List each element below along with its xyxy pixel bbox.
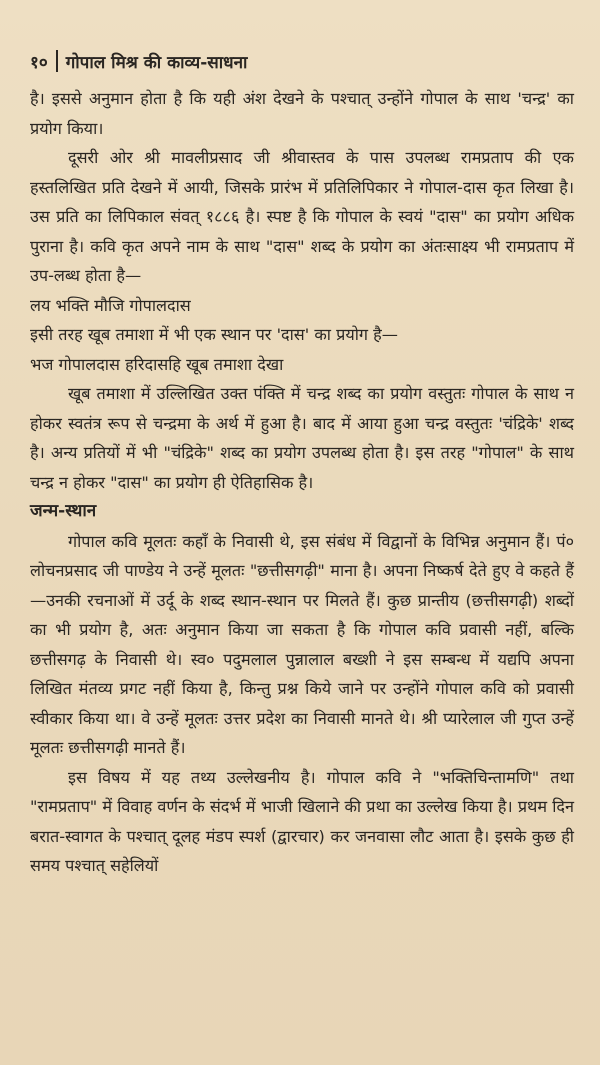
header-divider — [56, 50, 58, 72]
running-title: गोपाल मिश्र की काव्य-साधना — [65, 52, 248, 73]
paragraph-6: इस विषय में यह तथ्य उल्लेखनीय है। गोपाल कवि ने "भक्तिचिन्तामणि" तथा "रामप्रताप" में विवाह वर्णन के संदर्भ में भाजी खिलाने की प्रथा का उल्लेख किया है। प्रथम दिन बरात-स्वागत के पश्चात् दूलह मंडप स्पर्श (द्वारचार) कर जनवासा लौट आता है। इसके कुछ ही समय पश्चात् सहेलियों — [30, 767, 574, 875]
verse-quote-1: लय भक्ति मौजि गोपालदास — [30, 295, 191, 315]
running-header — [30, 44, 574, 78]
paragraph-3: इसी तरह खूब तमाशा में भी एक स्थान पर 'दास' का प्रयोग है— — [30, 325, 398, 344]
paragraph-2: दूसरी ओर श्री मावलीप्रसाद जी श्रीवास्तव के पास उपलब्ध रामप्रताप की एक हस्तलिखित प्रति देखने में आयी, जिसके प्रारंभ में प्रतिलिपिकार ने गोपाल-दास कृत लिखा है। उस प्रति का लिपिकाल संवत् १८८६ है। स्पष्ट है कि गोपाल के स्वयं "दास" का प्रयोग अधिक पुराना है। कवि कृत अपने नाम के साथ "दास" शब्द के प्रयोग का अंतःसाक्ष्य भी रामप्रताप में उप-लब्ध होता है— — [30, 148, 574, 285]
verse-quote-2: भज गोपालदास हरिदासहि खूब तमाशा देखा — [30, 354, 284, 374]
page-number: १० — [30, 52, 48, 73]
page-body — [30, 84, 574, 881]
section-heading: जन्म-स्थान — [30, 501, 97, 521]
paragraph-1: है। इससे अनुमान होता है कि यही अंश देखने के पश्चात् उन्होंने गोपाल के साथ 'चन्द्र' का प्रयोग किया। — [30, 89, 574, 138]
paragraph-5: गोपाल कवि मूलतः कहाँ के निवासी थे, इस संबंध में विद्वानों के विभिन्न अनुमान हैं। पं० लोचनप्रसाद जी पाण्डेय ने उन्हें मूलतः "छत्तीसगढ़ी" माना है। अपना निष्कर्ष देते हुए वे कहते हैं—उनकी रचनाओं में उर्दू के शब्द स्थान-स्थान पर मिलते हैं। कुछ प्रान्तीय (छत्तीसगढ़ी) शब्दों का भी प्रयोग है, अतः अनुमान किया जा सकता है कि गोपाल कवि प्रवासी नहीं, बल्कि छत्तीसगढ़ के निवासी थे। स्व० पदुमलाल पुन्नालाल बख्शी ने इस सम्बन्ध में यद्यपि अपना लिखित मंतव्य प्रगट नहीं किया है, किन्तु प्रश्न किये जाने पर उन्होंने गोपाल कवि को प्रवासी स्वीकार किया था। वे उन्हें मूलतः उत्तर प्रदेश का निवासी मानते थे। श्री प्यारेलाल जी गुप्त उन्हें मूलतः छत्तीसगढ़ी मानते हैं। — [30, 531, 574, 757]
paragraph-4: खूब तमाशा में उल्लिखित उक्त पंक्ति में चन्द्र शब्द का प्रयोग वस्तुतः गोपाल के साथ न होकर स्वतंत्र रूप से चन्द्रमा के अर्थ में हुआ है। बाद में आया हुआ चन्द्र वस्तुतः 'चंद्रिके' शब्द है। अन्य प्रतियों में भी "चंद्रिके" शब्द का प्रयोग उपलब्ध होता है। इस तरह "गोपाल" के साथ चन्द्र न होकर "दास" का प्रयोग ही ऐतिहासिक है। — [30, 384, 574, 492]
